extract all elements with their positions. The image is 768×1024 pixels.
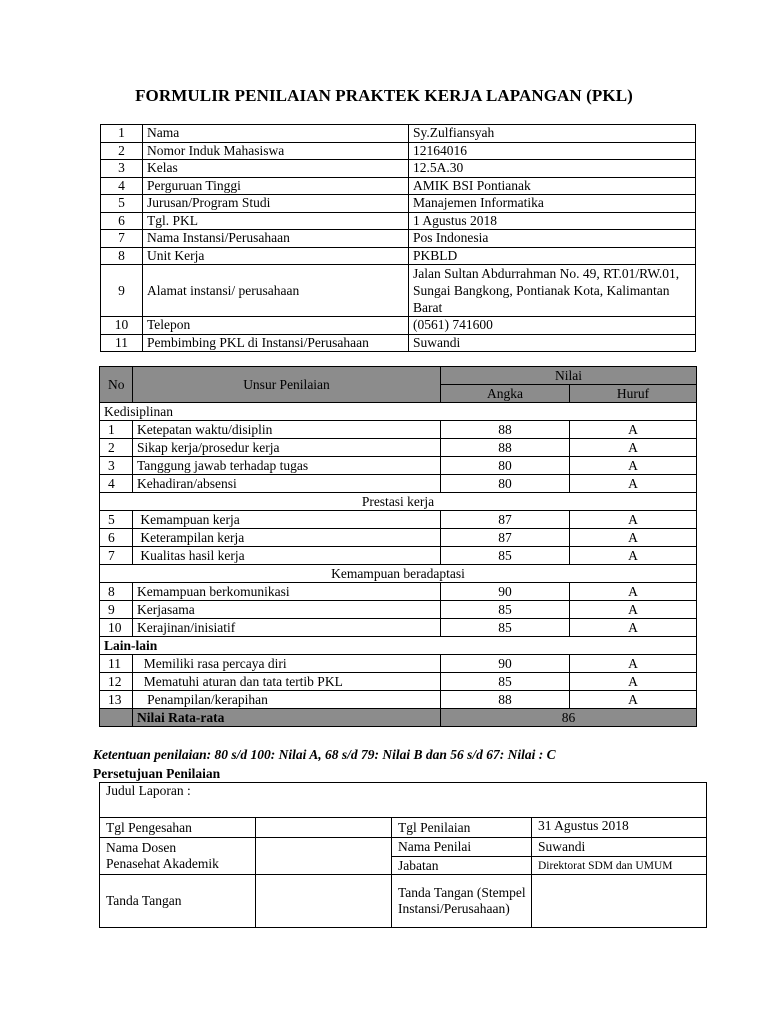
info-value: (0561) 741600	[409, 317, 696, 335]
info-row	[101, 230, 696, 248]
info-no: 9	[101, 265, 143, 317]
score-no: 2	[100, 439, 133, 457]
score-item: Ketepatan waktu/disiplin	[133, 421, 441, 439]
grading-note: Ketentuan penilaian: 80 s/d 100: Nilai A, 68 s/d 79: Nilai B dan 56 s/d 67: Nilai : C	[93, 747, 556, 762]
score-angka: 90	[441, 655, 570, 673]
section-row	[100, 637, 697, 655]
score-item: Tanggung jawab terhadap tugas	[133, 457, 441, 475]
score-row	[100, 511, 697, 529]
nama-dosen-label: Nama Dosen	[106, 840, 177, 855]
score-angka: 80	[441, 475, 570, 493]
score-item: Penampilan/kerapihan	[133, 691, 441, 709]
score-huruf: A	[570, 655, 697, 673]
jabatan-value: Direktorat SDM dan UMUM	[532, 857, 707, 875]
score-angka: 87	[441, 511, 570, 529]
score-huruf: A	[570, 583, 697, 601]
tanda-tangan-stempel-value	[532, 875, 707, 928]
info-no: 7	[101, 230, 143, 248]
report-title-field: Judul Laporan :	[100, 783, 707, 818]
info-label: Pembimbing PKL di Instansi/Perusahaan	[143, 334, 409, 352]
info-row	[101, 247, 696, 265]
score-angka: 88	[441, 439, 570, 457]
score-no: 11	[100, 655, 133, 673]
info-label: Perguruan Tinggi	[143, 177, 409, 195]
header-no: No	[100, 367, 133, 403]
nama-dosen-cell	[100, 838, 256, 875]
score-angka: 85	[441, 601, 570, 619]
score-item: Kerjasama	[133, 601, 441, 619]
info-no: 3	[101, 160, 143, 178]
info-row	[101, 334, 696, 352]
approval-heading: Persetujuan Penilaian	[93, 766, 221, 781]
info-row	[101, 125, 696, 143]
score-no: 6	[100, 529, 133, 547]
assessment-table	[99, 366, 697, 727]
score-huruf: A	[570, 691, 697, 709]
form-title: FORMULIR PENILAIAN PRAKTEK KERJA LAPANGAN (PKL)	[135, 86, 633, 105]
score-angka: 88	[441, 421, 570, 439]
tanda-tangan-stempel-label: Tanda Tangan (Stempel Instansi/Perusahaan)	[392, 875, 532, 928]
score-no: 4	[100, 475, 133, 493]
score-huruf: A	[570, 475, 697, 493]
info-label: Kelas	[143, 160, 409, 178]
score-row	[100, 529, 697, 547]
score-huruf: A	[570, 457, 697, 475]
nama-dosen-value	[256, 838, 392, 875]
info-row	[101, 177, 696, 195]
nama-penilai-label: Nama Penilai	[392, 838, 532, 857]
score-angka: 85	[441, 547, 570, 565]
header-huruf: Huruf	[570, 385, 697, 403]
tanda-tangan-label: Tanda Tangan	[100, 875, 256, 928]
score-angka: 85	[441, 619, 570, 637]
info-value: Pos Indonesia	[409, 230, 696, 248]
score-huruf: A	[570, 601, 697, 619]
score-row	[100, 655, 697, 673]
score-no: 5	[100, 511, 133, 529]
info-no: 11	[101, 334, 143, 352]
info-label: Nomor Induk Mahasiswa	[143, 142, 409, 160]
score-angka: 88	[441, 691, 570, 709]
section-label: Kemampuan beradaptasi	[100, 565, 697, 583]
score-row	[100, 691, 697, 709]
score-row	[100, 475, 697, 493]
info-value: Jalan Sultan Abdurrahman No. 49, RT.01/RW.01, Sungai Bangkong, Pontianak Kota, Kalimantan Barat	[409, 265, 696, 317]
header-unsur: Unsur Penilaian	[133, 367, 441, 403]
section-row	[100, 493, 697, 511]
info-row	[101, 195, 696, 213]
tgl-pengesahan-label: Tgl Pengesahan	[100, 818, 256, 838]
approval-table	[99, 782, 707, 928]
info-label: Tgl. PKL	[143, 212, 409, 230]
section-row	[100, 565, 697, 583]
info-label: Unit Kerja	[143, 247, 409, 265]
info-value: Suwandi	[409, 334, 696, 352]
score-no: 9	[100, 601, 133, 619]
score-huruf: A	[570, 673, 697, 691]
score-no: 3	[100, 457, 133, 475]
info-value: PKBLD	[409, 247, 696, 265]
header-angka: Angka	[441, 385, 570, 403]
score-angka: 85	[441, 673, 570, 691]
average-row	[100, 709, 697, 727]
score-no: 13	[100, 691, 133, 709]
info-value: Manajemen Informatika	[409, 195, 696, 213]
penasehat-label: Penasehat Akademik	[106, 856, 219, 871]
score-item: Kehadiran/absensi	[133, 475, 441, 493]
info-label: Nama Instansi/Perusahaan	[143, 230, 409, 248]
score-huruf: A	[570, 529, 697, 547]
info-row	[101, 317, 696, 335]
score-angka: 90	[441, 583, 570, 601]
info-no: 6	[101, 212, 143, 230]
score-huruf: A	[570, 619, 697, 637]
score-row	[100, 547, 697, 565]
info-label: Nama	[143, 125, 409, 143]
score-no: 10	[100, 619, 133, 637]
info-row	[101, 142, 696, 160]
tgl-penilaian-value: 31 Agustus 2018	[532, 818, 707, 838]
score-huruf: A	[570, 439, 697, 457]
average-value: 86	[441, 709, 697, 727]
info-no: 4	[101, 177, 143, 195]
info-value: Sy.Zulfiansyah	[409, 125, 696, 143]
section-row	[100, 403, 697, 421]
score-item: Kemampuan kerja	[133, 511, 441, 529]
info-label: Telepon	[143, 317, 409, 335]
info-no: 2	[101, 142, 143, 160]
nama-penilai-value: Suwandi	[532, 838, 707, 857]
info-row	[101, 212, 696, 230]
score-row	[100, 673, 697, 691]
score-row	[100, 601, 697, 619]
info-value: 1 Agustus 2018	[409, 212, 696, 230]
score-row	[100, 619, 697, 637]
info-value: 12164016	[409, 142, 696, 160]
student-info-table	[100, 124, 696, 352]
info-no: 1	[101, 125, 143, 143]
info-row	[101, 160, 696, 178]
score-no: 1	[100, 421, 133, 439]
score-row	[100, 421, 697, 439]
score-huruf: A	[570, 511, 697, 529]
score-item: Keterampilan kerja	[133, 529, 441, 547]
average-spacer	[100, 709, 133, 727]
score-item: Kerajinan/inisiatif	[133, 619, 441, 637]
section-label: Kedisiplinan	[100, 403, 697, 421]
info-row	[101, 265, 696, 317]
score-row	[100, 583, 697, 601]
score-item: Sikap kerja/prosedur kerja	[133, 439, 441, 457]
score-huruf: A	[570, 421, 697, 439]
info-value: AMIK BSI Pontianak	[409, 177, 696, 195]
info-no: 10	[101, 317, 143, 335]
score-row	[100, 439, 697, 457]
score-item: Mematuhi aturan dan tata tertib PKL	[133, 673, 441, 691]
average-label: Nilai Rata-rata	[133, 709, 441, 727]
tanda-tangan-value	[256, 875, 392, 928]
section-label: Lain-lain	[100, 637, 697, 655]
score-angka: 87	[441, 529, 570, 547]
score-item: Memiliki rasa percaya diri	[133, 655, 441, 673]
info-value: 12.5A.30	[409, 160, 696, 178]
score-item: Kemampuan berkomunikasi	[133, 583, 441, 601]
score-item: Kualitas hasil kerja	[133, 547, 441, 565]
jabatan-label: Jabatan	[392, 857, 532, 875]
info-label: Alamat instansi/ perusahaan	[143, 265, 409, 317]
info-label: Jurusan/Program Studi	[143, 195, 409, 213]
score-angka: 80	[441, 457, 570, 475]
score-no: 7	[100, 547, 133, 565]
score-no: 12	[100, 673, 133, 691]
tgl-pengesahan-value	[256, 818, 392, 838]
info-no: 5	[101, 195, 143, 213]
section-label: Prestasi kerja	[100, 493, 697, 511]
score-huruf: A	[570, 547, 697, 565]
score-no: 8	[100, 583, 133, 601]
score-row	[100, 457, 697, 475]
info-no: 8	[101, 247, 143, 265]
tgl-penilaian-label: Tgl Penilaian	[392, 818, 532, 838]
header-nilai: Nilai	[441, 367, 697, 385]
